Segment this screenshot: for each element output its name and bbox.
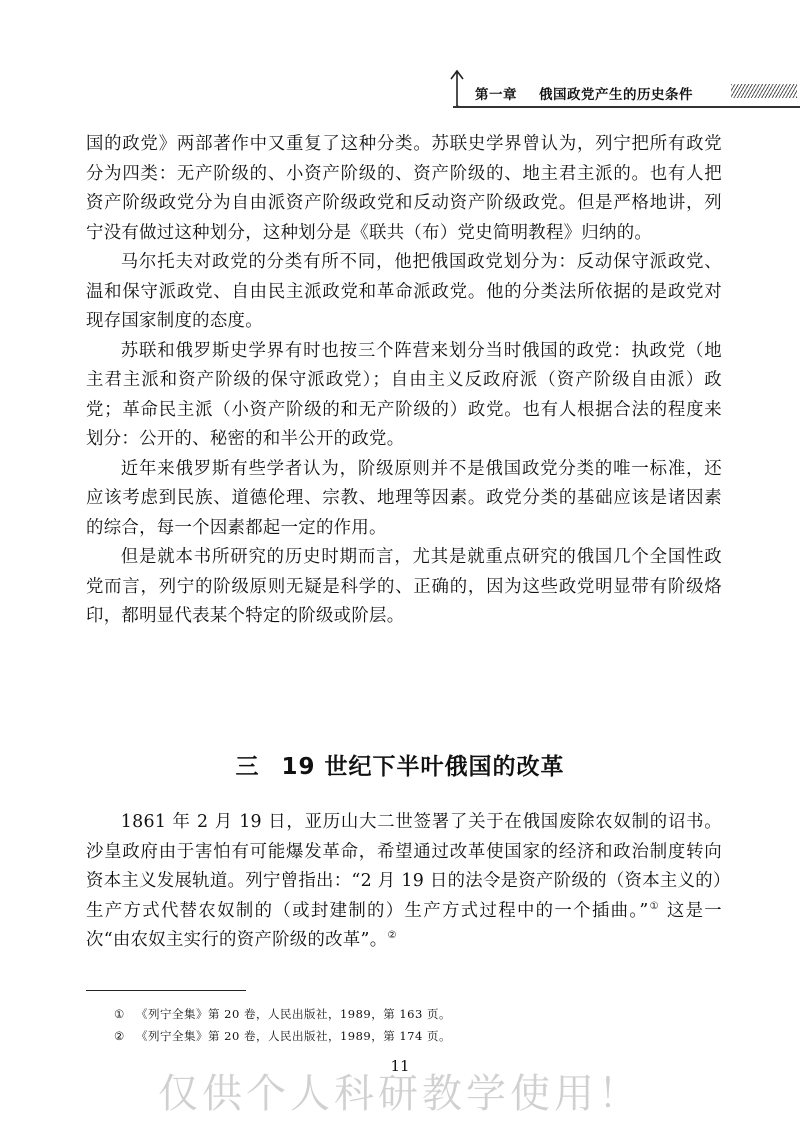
header-rule xyxy=(453,106,800,108)
paragraph: 马尔托夫对政党的分类有所不同，他把俄国政党划分为：反动保守派政党、温和保守派政党、自由民主派政党和革命派政党。他的分类法所依据的是政党对现存国家制度的态度。 xyxy=(86,252,722,331)
paragraph: 苏联和俄罗斯史学界有时也按三个阵营来划分当时俄国的政党：执政党（地主君主派和资产阶级的保守派政党）；自由主义反政府派（资产阶级自由派）政党；革命民主派（小资产阶级的和无产阶级的）政党。也有人根据合法的程度来划分：公开的、秘密的和半公开的政党。 xyxy=(86,340,722,449)
paragraph-text: 1861 年 2 月 19 日，亚历山大二世签署了关于在俄国废除农奴制的诏书。沙皇政府由于害怕有可能爆发革命，希望通过改革使国家的经济和政治制度转向资本主义发展轨道。列宁曾指出：“2 月 19 日的法令是资产阶级的（资本主义的）生产方式代替农奴制的（或封建制的）生产方式过程中的一个插曲。” xyxy=(86,812,722,921)
footnote-rule xyxy=(86,990,246,991)
watermark: 仅供个人科研教学使用！ xyxy=(158,1071,642,1117)
paragraph: 近年来俄罗斯有些学者认为，阶级原则并不是俄国政党分类的唯一标准，还应该考虑到民族、道德伦理、宗教、地理等因素。政党分类的基础应该是诸因素的综合，每一个因素都起一定的作用。 xyxy=(86,458,722,538)
footnote-ref-2[interactable]: ② xyxy=(387,930,397,942)
footnote xyxy=(114,1025,714,1047)
main-body-text xyxy=(86,130,722,632)
paragraph xyxy=(86,808,722,956)
arrow-up-icon xyxy=(445,68,475,108)
header-chapter-title: 俄国政党产生的历史条件 xyxy=(539,87,693,103)
footnote-mark: ① xyxy=(114,1007,125,1021)
paragraph-text: 这是一次“由农奴主实行的资产阶级的改革”。 xyxy=(86,900,722,950)
footnote-text: 《列宁全集》第 20 卷，人民出版社，1989，第 163 页。 xyxy=(136,1007,451,1021)
footnote-ref-1[interactable]: ① xyxy=(648,900,660,912)
running-header xyxy=(445,68,800,108)
header-decoration xyxy=(731,84,797,98)
section-number: 三 xyxy=(235,754,260,780)
section-body-text xyxy=(86,808,722,956)
footnotes xyxy=(114,1003,714,1047)
footnote-mark: ② xyxy=(114,1029,125,1043)
section-title: 19 世纪下半叶俄国的改革 xyxy=(281,754,565,780)
paragraph: 但是就本书所研究的历史时期而言，尤其是就重点研究的俄国几个全国性政党而言，列宁的阶级原则无疑是科学的、正确的，因为这些政党明显带有阶级烙印，都明显代表某个特定的阶级或阶层。 xyxy=(86,547,722,626)
footnote xyxy=(114,1003,714,1025)
header-chapter: 第一章 xyxy=(475,87,517,103)
paragraph-continued: 国的政党》两部著作中又重复了这种分类。苏联史学界曾认为，列宁把所有政党分为四类：无产阶级的、小资产阶级的、资产阶级的、地主君主派的。也有人把资产阶级政党分为自由派资产阶级政党和反动资产阶级政党。但是严格地讲，列宁没有做过这种划分，这种划分是《联共（布）党史简明教程》归纳的。 xyxy=(86,134,722,243)
section-heading xyxy=(0,748,800,781)
footnote-text: 《列宁全集》第 20 卷，人民出版社，1989，第 174 页。 xyxy=(136,1029,451,1043)
page-number: 11 xyxy=(390,1057,410,1075)
